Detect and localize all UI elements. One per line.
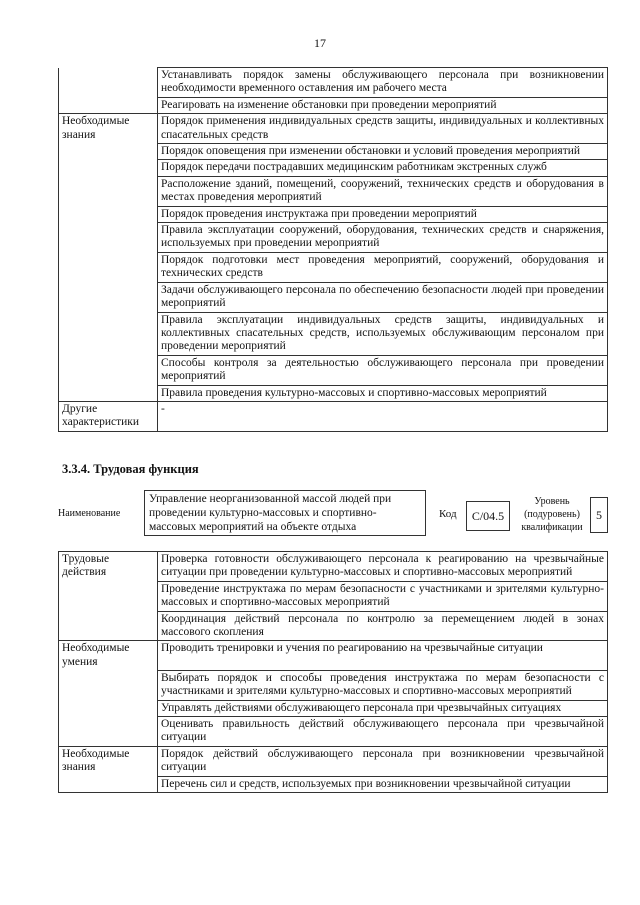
row-label (59, 581, 158, 611)
row-content: Правила проведения культурно-массовых и спортивно-массовых мероприятий (158, 385, 608, 401)
row-label (59, 176, 158, 206)
row-label: Необходимые знания (59, 746, 158, 776)
row-label (59, 206, 158, 222)
row-content: Порядок применения индивидуальных средств защиты, индивидуальных и коллективных спасательных средств (158, 114, 608, 144)
row-content: Проведение инструктажа по мерам безопасности с участниками и зрителями культурно-массовых и спортивно-массовых мероприятий (158, 581, 608, 611)
table-row (59, 68, 608, 98)
row-label: Трудовые действия (59, 552, 158, 582)
row-label: Другие характеристики (59, 401, 158, 431)
row-content: Управлять действиями обслуживающего персонала при чрезвычайных ситуациях (158, 700, 608, 716)
row-content: Устанавливать порядок замены обслуживающего персонала при возникновении необходимости временного оставления им рабочего места (158, 68, 608, 98)
table-row (59, 160, 608, 176)
row-label (59, 282, 158, 312)
row-content: - (158, 401, 608, 431)
table-row (59, 776, 608, 792)
table-row (59, 206, 608, 222)
row-label (59, 385, 158, 401)
row-label: Необходимые умения (59, 641, 158, 670)
table-row (59, 700, 608, 716)
row-label (59, 252, 158, 282)
row-content: Расположение зданий, помещений, сооружений, технических средств и оборудования в местах проведения мероприятий (158, 176, 608, 206)
row-label (59, 68, 158, 98)
table-row (59, 385, 608, 401)
row-label (59, 144, 158, 160)
row-label (59, 611, 158, 641)
row-content: Проводить тренировки и учения по реагированию на чрезвычайные ситуации (158, 641, 608, 670)
row-label (59, 160, 158, 176)
knowledge-table (58, 67, 608, 432)
row-label (59, 97, 158, 113)
table-row (59, 144, 608, 160)
table-row (59, 611, 608, 641)
row-content: Перечень сил и средств, используемых при возникновении чрезвычайной ситуации (158, 776, 608, 792)
level-value: 5 (590, 497, 608, 533)
row-label: Необходимые знания (59, 114, 158, 144)
row-content: Порядок оповещения при изменении обстановки и условий проведения мероприятий (158, 144, 608, 160)
row-content: Реагировать на изменение обстановки при проведении мероприятий (158, 97, 608, 113)
row-content: Координация действий персонала по контролю за перемещением людей в зонах массового скопления (158, 611, 608, 641)
level-label: Уровень (подуровень) квалификации (521, 496, 583, 533)
row-content: Проверка готовности обслуживающего персонала к реагированию на чрезвычайные ситуации при проведении культурно-массовых и спортивно-массовых мероприятий (158, 552, 608, 582)
row-label (59, 670, 158, 700)
row-label (59, 312, 158, 355)
table-row (59, 223, 608, 253)
row-content: Порядок передачи пострадавших медицинским работникам экстренных служб (158, 160, 608, 176)
table-row (59, 282, 608, 312)
row-content: Задачи обслуживающего персонала по обеспечению безопасности людей при проведении мероприятий (158, 282, 608, 312)
table-row (59, 641, 608, 670)
function-table (58, 551, 608, 793)
row-label (59, 223, 158, 253)
table-row (59, 355, 608, 385)
code-label: Код (439, 508, 457, 520)
row-content: Порядок действий обслуживающего персонала при возникновении чрезвычайной ситуации (158, 746, 608, 776)
row-label (59, 355, 158, 385)
table-row (59, 176, 608, 206)
row-content: Выбирать порядок и способы проведения инструктажа по мерам безопасности с участниками и зрителями культурно-массовых и спортивно-массовых мероприятий (158, 670, 608, 700)
row-content: Оценивать правильность действий обслуживающего персонала при чрезвычайной ситуации (158, 716, 608, 746)
name-label: Наименование (58, 508, 121, 519)
row-label (59, 700, 158, 716)
section-title: 3.3.4. Трудовая функция (62, 462, 199, 476)
row-content: Правила эксплуатации индивидуальных средств защиты, индивидуальных и коллективных спасательных средств, используемых обслуживающим персоналом при проведении мероприятий (158, 312, 608, 355)
table-row (59, 401, 608, 431)
table-row (59, 97, 608, 113)
table-row (59, 252, 608, 282)
function-header (58, 490, 618, 538)
code-value: С/04.5 (466, 501, 510, 531)
row-content: Порядок подготовки мест проведения мероприятий, сооружений, оборудования и технических средств (158, 252, 608, 282)
table-row (59, 716, 608, 746)
row-label (59, 716, 158, 746)
row-content: Порядок проведения инструктажа при проведении мероприятий (158, 206, 608, 222)
row-label (59, 776, 158, 792)
page-number: 17 (314, 36, 326, 50)
table-row (59, 581, 608, 611)
table-row (59, 312, 608, 355)
table-row (59, 746, 608, 776)
table-row (59, 114, 608, 144)
table-row (59, 552, 608, 582)
table-row (59, 670, 608, 700)
name-value: Управление неорганизованной массой людей при проведении культурно-массовых и спортивно-массовых мероприятий на объекте отдыха (144, 490, 426, 536)
row-content: Правила эксплуатации сооружений, оборудования, технических средств и снаряжения, используемых при проведении мероприятий (158, 223, 608, 253)
row-content: Способы контроля за деятельностью обслуживающего персонала при проведении мероприятий (158, 355, 608, 385)
